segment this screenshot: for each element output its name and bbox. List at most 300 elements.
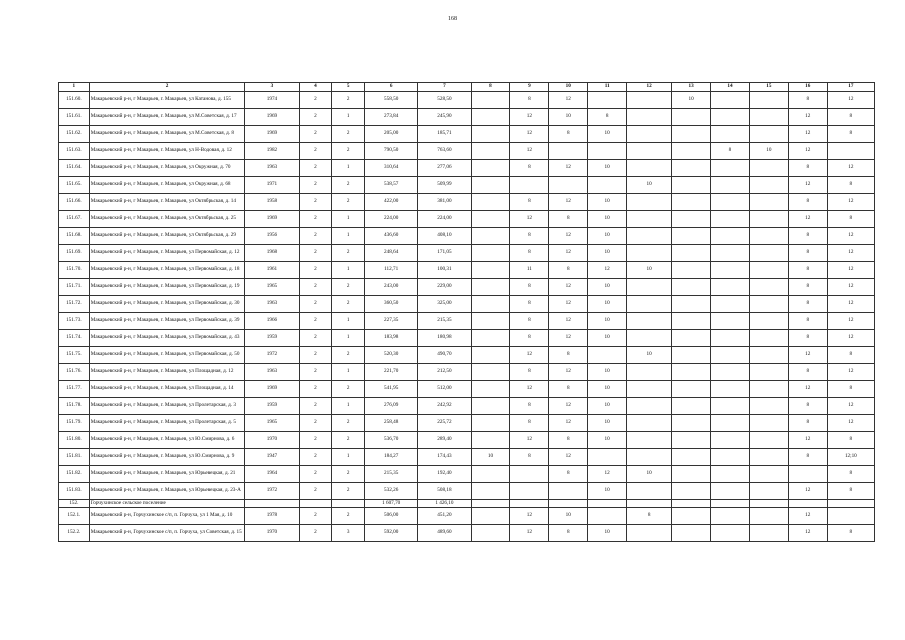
table-cell: 12 [827,313,874,330]
table-row [59,466,875,483]
table-cell [749,330,788,347]
table-cell [672,279,711,296]
table-cell [827,143,874,160]
table-cell [627,211,672,228]
table-cell [627,381,672,398]
table-cell: 1970 [245,432,299,449]
table-cell: 12 [788,381,827,398]
table-cell: 325,00 [418,296,471,313]
table-cell: 512,00 [418,381,471,398]
table-cell [672,398,711,415]
table-cell [471,525,510,542]
column-header: 16 [788,83,827,92]
table-cell: 248,64 [365,245,418,262]
table-cell: 12 [827,279,874,296]
table-cell [749,500,788,508]
table-cell: 10 [588,228,627,245]
table-cell [588,500,627,508]
table-cell: 2 [299,177,332,194]
table-cell: 10 [588,415,627,432]
address-cell: Макарьевский р-н, Горчухинское с/п, п. Горчуха, ул 1 Мая, д. 10 [89,508,245,525]
table-cell: 12 [549,330,588,347]
table-cell: 8 [510,330,549,347]
table-cell: 10 [588,364,627,381]
table-cell: 1 [332,449,365,466]
address-cell: Макарьевский р-н, г Макарьев, г. Макарьев, ул Октябрьская, д. 29 [89,228,245,245]
table-cell: 215,35 [365,466,418,483]
table-cell [711,109,750,126]
table-cell: 8 [788,160,827,177]
table-cell: 2 [299,432,332,449]
table-cell: 8 [788,228,827,245]
table-cell [627,296,672,313]
table-cell: 8 [510,398,549,415]
table-cell: 12 [549,398,588,415]
table-cell [749,177,788,194]
table-cell [471,347,510,364]
table-row [59,177,875,194]
table-cell: 12 [827,160,874,177]
table-cell [588,143,627,160]
table-cell: 12 [788,126,827,143]
table-cell: 10 [588,245,627,262]
table-cell: 12 [549,92,588,109]
table-cell [749,398,788,415]
table-cell: 8 [510,228,549,245]
table-cell: 1 [332,330,365,347]
table-cell [627,313,672,330]
table-cell: 2 [299,211,332,228]
table-cell [711,194,750,211]
table-cell [627,432,672,449]
table-cell [471,483,510,500]
table-cell: 536,70 [365,432,418,449]
table-cell: 8 [827,126,874,143]
table-cell: 2 [332,296,365,313]
table-cell: 1 [332,313,365,330]
address-cell: Макарьевский р-н, г Макарьев, г. Макарьев, ул Н-Водовая, д. 12 [89,143,245,160]
table-cell: 8 [510,449,549,466]
table-cell: 8 [510,364,549,381]
table-cell: 12 [827,296,874,313]
table-cell: 10 [471,449,510,466]
table-cell: 1 [332,228,365,245]
table-cell: 520,30 [365,347,418,364]
table-cell: 2 [332,381,365,398]
table-cell: 151.65. [59,177,90,194]
table-body [59,92,875,542]
table-cell: 192,40 [418,466,471,483]
table-cell: 8 [510,279,549,296]
table-row [59,398,875,415]
table-row [59,126,875,143]
header-row [59,83,875,92]
register-table [58,82,875,542]
table-cell: 171,05 [418,245,471,262]
table-cell: 152.2. [59,525,90,542]
table-cell: 1947 [245,449,299,466]
table-cell [471,211,510,228]
table-cell: 11 [510,262,549,279]
table-row [59,313,875,330]
table-cell: 1982 [245,143,299,160]
table-cell: 12 [788,525,827,542]
table-row [59,296,875,313]
table-cell: 2 [332,432,365,449]
table-cell [749,466,788,483]
table-cell [627,228,672,245]
table-cell [672,245,711,262]
table-row [59,449,875,466]
table-cell [672,347,711,364]
table-cell: 289,40 [418,432,471,449]
table-cell [672,525,711,542]
address-cell: Макарьевский р-н, г Макарьев, г. Макарьев, ул Первомайская, д. 19 [89,279,245,296]
table-cell: 12 [827,398,874,415]
table-cell [549,483,588,500]
table-cell: 151.74. [59,330,90,347]
table-cell [672,381,711,398]
address-cell: Макарьевский р-н, г Макарьев, г. Макарьев, ул Юрьевецкая, д. 21 [89,466,245,483]
table-cell: 174,43 [418,449,471,466]
table-cell: 151.60. [59,92,90,109]
table-cell [627,483,672,500]
table-cell [749,432,788,449]
table-cell [672,160,711,177]
table-cell: 224,00 [418,211,471,228]
table-cell [510,500,549,508]
table-cell [471,143,510,160]
table-cell: 1965 [245,415,299,432]
table-cell: 242,92 [418,398,471,415]
table-cell: 2 [299,508,332,525]
table-cell: 2 [299,126,332,143]
table-cell [711,508,750,525]
table-cell: 2 [299,483,332,500]
table-cell: 8 [788,262,827,279]
table-cell: 151.62. [59,126,90,143]
table-cell: 212,50 [418,364,471,381]
table-cell [471,92,510,109]
column-header: 7 [418,83,471,92]
table-cell: 8 [827,525,874,542]
address-cell: Макарьевский р-н, г Макарьев, г. Макарьев, ул Окружная, д. 68 [89,177,245,194]
table-cell: 10 [588,381,627,398]
table-row [59,525,875,542]
table-cell: 151.68. [59,228,90,245]
table-cell [627,330,672,347]
table-cell: 8 [549,126,588,143]
table-cell: 12 [549,279,588,296]
table-cell [332,500,365,508]
table-cell: 12 [788,177,827,194]
table-row [59,508,875,525]
table-cell: 276,09 [365,398,418,415]
table-cell [471,296,510,313]
table-cell [471,398,510,415]
table-cell [711,262,750,279]
column-header: 5 [332,83,365,92]
table-cell [471,508,510,525]
table-cell [510,177,549,194]
table-cell: 8 [788,364,827,381]
table-cell: 1956 [245,228,299,245]
table-cell: 221,70 [365,364,418,381]
table-cell: 12 [827,262,874,279]
table-cell: 436,60 [365,228,418,245]
table-cell: 152. [59,500,90,508]
table-cell: 422,00 [365,194,418,211]
table-cell [672,466,711,483]
table-cell [672,432,711,449]
table-cell: 2 [299,245,332,262]
table-cell: 2 [299,466,332,483]
table-cell: 10 [588,296,627,313]
table-cell: 2 [299,160,332,177]
table-cell: 2 [299,381,332,398]
table-cell [672,330,711,347]
table-cell: 152.1. [59,508,90,525]
table-cell [510,466,549,483]
table-cell [627,415,672,432]
table-cell: 12 [788,347,827,364]
table-cell: 12 [549,364,588,381]
table-cell: 12 [510,381,549,398]
table-cell [788,466,827,483]
table-row [59,194,875,211]
table-cell: 205,00 [365,126,418,143]
table-cell: 10 [672,92,711,109]
table-cell: 10 [627,177,672,194]
table-cell: 1970 [245,525,299,542]
table-cell: 151.61. [59,109,90,126]
table-cell: 183,98 [365,330,418,347]
table-cell [471,245,510,262]
table-cell: 2 [299,279,332,296]
table-row [59,364,875,381]
table-cell: 8 [549,211,588,228]
table-cell: 2 [332,347,365,364]
table-cell [672,126,711,143]
table-cell: 8 [827,466,874,483]
table-cell: 12;10 [827,449,874,466]
table-row [59,262,875,279]
table-cell: 2 [332,415,365,432]
table-cell: 151.83. [59,483,90,500]
table-cell [711,449,750,466]
table-cell [627,364,672,381]
table-cell: 1 [332,211,365,228]
table-cell: 490,70 [418,347,471,364]
table-row [59,228,875,245]
table-cell [588,177,627,194]
table-cell [471,262,510,279]
table-cell: 12 [510,126,549,143]
column-header: 4 [299,83,332,92]
table-cell: 1971 [245,177,299,194]
table-cell [510,483,549,500]
table-cell: 10 [588,126,627,143]
table-cell: 1974 [245,92,299,109]
table-cell [627,92,672,109]
table-cell: 8 [827,347,874,364]
table-cell: 12 [549,194,588,211]
table-cell: 381,00 [418,194,471,211]
table-cell [711,398,750,415]
table-cell: 8 [788,449,827,466]
table-cell: 1965 [245,279,299,296]
table-cell [549,143,588,160]
table-cell [588,508,627,525]
table-cell [672,449,711,466]
table-cell: 100,31 [418,262,471,279]
table-cell: 10 [588,313,627,330]
table-cell: 277,06 [418,160,471,177]
table-cell: 2 [299,228,332,245]
table-cell: 1 [332,109,365,126]
table-cell: 12 [549,313,588,330]
table-cell [471,228,510,245]
table-cell: 1963 [245,160,299,177]
table-cell [588,347,627,364]
table-cell: 12 [549,449,588,466]
table-cell: 273,84 [365,109,418,126]
table-cell: 8 [627,508,672,525]
table-cell [471,432,510,449]
table-cell: 8 [788,194,827,211]
table-cell: 8 [549,466,588,483]
table-cell [749,381,788,398]
table-cell: 8 [788,92,827,109]
table-cell: 509,99 [418,177,471,194]
column-header: 3 [245,83,299,92]
address-cell: Макарьевский р-н, г Макарьев, г. Макарьев, ул Ю.Смирнова, д. 6 [89,432,245,449]
table-cell: 489,60 [418,525,471,542]
table-row [59,109,875,126]
table-cell [711,126,750,143]
table-cell: 2 [299,347,332,364]
table-cell: 2 [332,279,365,296]
table-cell: 12 [549,245,588,262]
table-cell [749,262,788,279]
table-cell: 12 [827,330,874,347]
table-cell: 12 [827,364,874,381]
address-cell: Макарьевский р-н, г Макарьев, г. Макарьев, ул Первомайская, д. 30 [89,296,245,313]
table-cell: 1969 [245,126,299,143]
table-cell: 2 [299,398,332,415]
table-cell: 12 [827,415,874,432]
table-cell: 2 [332,466,365,483]
table-cell [711,500,750,508]
table-cell: 2 [332,126,365,143]
table-cell [627,449,672,466]
table-cell: 8 [510,245,549,262]
table-cell [627,109,672,126]
table-cell [711,245,750,262]
table-cell [672,262,711,279]
table-cell: 1959 [245,330,299,347]
table-cell: 8 [827,211,874,228]
table-cell: 10 [588,432,627,449]
table-cell: 10 [588,525,627,542]
table-cell: 310,64 [365,160,418,177]
table-cell [711,466,750,483]
table-cell: 1969 [245,109,299,126]
table-cell: 8 [588,109,627,126]
table-cell: 8 [827,109,874,126]
table-cell: 12 [588,262,627,279]
table-cell: 2 [332,245,365,262]
table-cell: 227,35 [365,313,418,330]
table-cell: 1959 [245,398,299,415]
table-cell [471,109,510,126]
table-cell: 1 607,70 [365,500,418,508]
table-cell [749,245,788,262]
column-header: 12 [627,83,672,92]
table-cell: 12 [827,228,874,245]
table-cell: 1 [332,364,365,381]
table-cell: 215,35 [418,313,471,330]
table-cell [749,279,788,296]
table-cell [672,415,711,432]
table-cell: 224,00 [365,211,418,228]
column-header: 6 [365,83,418,92]
table-cell [672,500,711,508]
table-cell [672,211,711,228]
table-cell: 112,71 [365,262,418,279]
table-cell: 243,00 [365,279,418,296]
table-cell: 1969 [245,381,299,398]
table-row [59,279,875,296]
address-cell: Макарьевский р-н, Горчухинское с/п, п. Горчуха, ул Советская, д. 15 [89,525,245,542]
table-cell: 10 [588,194,627,211]
table-cell [627,500,672,508]
table-cell: 1969 [245,211,299,228]
table-cell: 151.78. [59,398,90,415]
address-cell: Макарьевский р-н, г Макарьев, г. Макарьев, ул Октябрьская, д. 25 [89,211,245,228]
table-cell: 538,57 [365,177,418,194]
table-cell [749,160,788,177]
table-cell: 151.81. [59,449,90,466]
table-cell [711,347,750,364]
table-cell: 2 [332,508,365,525]
table-cell: 8 [788,415,827,432]
table-cell [471,177,510,194]
table-cell: 3 [332,525,365,542]
table-cell: 2 [332,483,365,500]
table-cell: 2 [332,92,365,109]
table-row [59,245,875,262]
table-cell [672,483,711,500]
table-cell: 12 [510,143,549,160]
table-cell [471,194,510,211]
table-row [59,483,875,500]
table-cell: 12 [510,211,549,228]
table-cell: 1966 [245,313,299,330]
address-cell: Макарьевский р-н, г Макарьев, г. Макарьев, ул Первомайская, д. 43 [89,330,245,347]
column-header: 17 [827,83,874,92]
table-cell [471,330,510,347]
table-row [59,92,875,109]
table-cell [627,160,672,177]
table-cell: 12 [788,109,827,126]
table-cell [711,525,750,542]
table-cell: 790,50 [365,143,418,160]
table-cell [672,194,711,211]
table-cell [672,143,711,160]
table-cell [672,313,711,330]
address-cell: Макарьевский р-н, г Макарьев, г. Макарьев, ул М.Советская, д. 17 [89,109,245,126]
